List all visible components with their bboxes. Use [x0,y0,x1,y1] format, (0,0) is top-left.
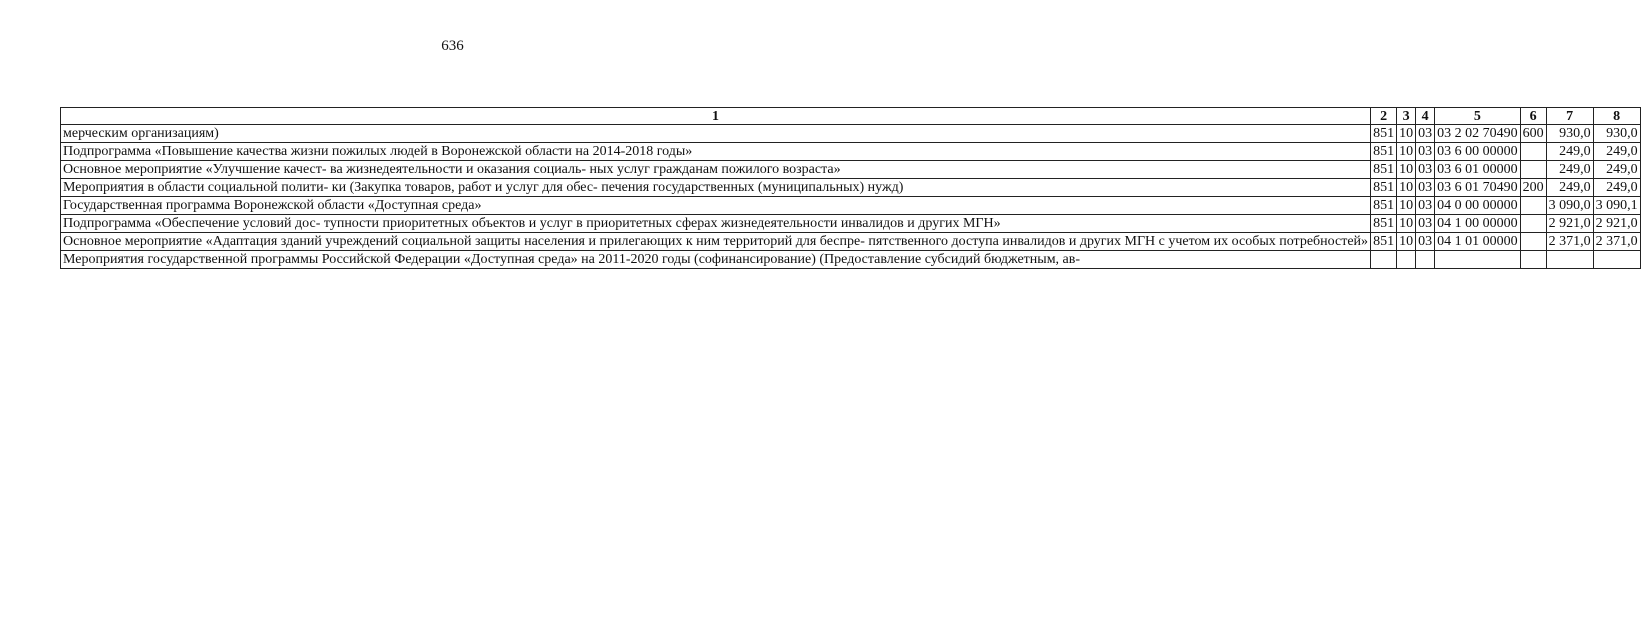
subsection-code: 03 [1416,215,1435,233]
target-article-code [1435,251,1521,269]
ministry-code: 851 [1371,233,1397,251]
row-description: Подпрограмма «Обеспечение условий дос- тупности приоритетных объектов и услуг в приоритетных сферах жизнедеятельности инвалидов и других МГН» [61,215,1371,233]
budget-table [60,107,1641,269]
section-code: 10 [1397,125,1416,143]
amount-col8: 249,0 [1593,161,1640,179]
section-code: 10 [1397,143,1416,161]
amount-col8: 2 371,0 [1593,233,1640,251]
amount-col7: 3 090,0 [1546,197,1593,215]
amount-col7: 2 371,0 [1546,233,1593,251]
ministry-code: 851 [1371,215,1397,233]
column-header: 4 [1416,108,1435,125]
target-article-code: 03 6 01 70490 [1435,179,1521,197]
column-header: 3 [1397,108,1416,125]
target-article-code: 03 2 02 70490 [1435,125,1521,143]
ministry-code: 851 [1371,161,1397,179]
table-row [61,251,1641,269]
header-row [61,108,1641,125]
expense-type-code [1520,251,1546,269]
section-code: 10 [1397,197,1416,215]
expense-type-code: 600 [1520,125,1546,143]
ministry-code: 851 [1371,125,1397,143]
ministry-code: 851 [1371,179,1397,197]
table-row [61,125,1641,143]
row-description: Основное мероприятие «Улучшение качест- ва жизнедеятельности и оказания социаль- ных услуг гражданам пожилого возраста» [61,161,1371,179]
target-article-code: 03 6 00 00000 [1435,143,1521,161]
amount-col8: 2 921,0 [1593,215,1640,233]
amount-col7: 249,0 [1546,143,1593,161]
table-row [61,161,1641,179]
amount-col7: 249,0 [1546,179,1593,197]
amount-col7 [1546,251,1593,269]
column-header: 2 [1371,108,1397,125]
subsection-code [1416,251,1435,269]
amount-col7: 249,0 [1546,161,1593,179]
ministry-code: 851 [1371,197,1397,215]
table-row [61,233,1641,251]
subsection-code: 03 [1416,233,1435,251]
table-row [61,143,1641,161]
column-header: 7 [1546,108,1593,125]
section-code [1397,251,1416,269]
subsection-code: 03 [1416,161,1435,179]
subsection-code: 03 [1416,179,1435,197]
amount-col8: 249,0 [1593,179,1640,197]
section-code: 10 [1397,161,1416,179]
amount-col8: 249,0 [1593,143,1640,161]
amount-col7: 2 921,0 [1546,215,1593,233]
section-code: 10 [1397,179,1416,197]
expense-type-code [1520,143,1546,161]
expense-type-code [1520,233,1546,251]
column-header: 5 [1435,108,1521,125]
section-code: 10 [1397,233,1416,251]
row-description: Государственная программа Воронежской области «Доступная среда» [61,197,1371,215]
row-description: Подпрограмма «Повышение качества жизни пожилых людей в Воронежской области на 2014-2018 годы» [61,143,1371,161]
row-description: Мероприятия в области социальной полити- ки (Закупка товаров, работ и услуг для обес- печения государственных (муниципальных) нужд) [61,179,1371,197]
expense-type-code: 200 [1520,179,1546,197]
amount-col7: 930,0 [1546,125,1593,143]
row-description: Мероприятия государственной программы Российской Федерации «Доступная среда» на 2011-2020 годы (софинансирование) (Предоставление субсидий бюджетным, ав- [61,251,1371,269]
column-header: 8 [1593,108,1640,125]
subsection-code: 03 [1416,197,1435,215]
target-article-code: 04 0 00 00000 [1435,197,1521,215]
page-number: 636 [441,38,464,54]
amount-col8: 930,0 [1593,125,1640,143]
ministry-code [1371,251,1397,269]
table-row [61,197,1641,215]
expense-type-code [1520,197,1546,215]
expense-type-code [1520,161,1546,179]
column-header: 1 [61,108,1371,125]
row-description: Основное мероприятие «Адаптация зданий учреждений социальной защиты населения и прилегающих к ним территорий для беспре- пятственного доступа инвалидов и других МГН с учетом их особых потребностей» [61,233,1371,251]
table-row [61,179,1641,197]
target-article-code: 04 1 01 00000 [1435,233,1521,251]
section-code: 10 [1397,215,1416,233]
row-description: мерческим организациям) [61,125,1371,143]
subsection-code: 03 [1416,143,1435,161]
amount-col8: 3 090,1 [1593,197,1640,215]
subsection-code: 03 [1416,125,1435,143]
column-header: 6 [1520,108,1546,125]
expense-type-code [1520,215,1546,233]
amount-col8 [1593,251,1640,269]
target-article-code: 04 1 00 00000 [1435,215,1521,233]
ministry-code: 851 [1371,143,1397,161]
target-article-code: 03 6 01 00000 [1435,161,1521,179]
table-row [61,215,1641,233]
